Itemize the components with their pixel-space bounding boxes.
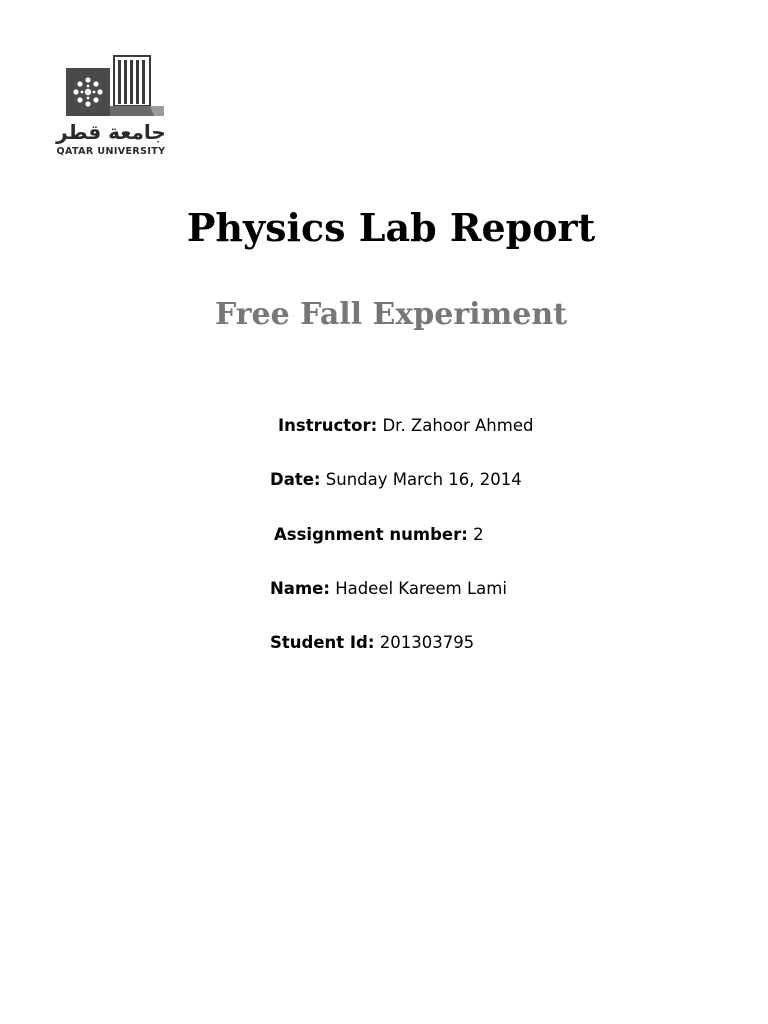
- university-emblem-icon: [52, 54, 170, 120]
- instructor-value: Dr. Zahoor Ahmed: [382, 416, 534, 435]
- assignment-value: 2: [473, 525, 484, 544]
- name-label: Name:: [270, 579, 330, 598]
- date-field: [270, 468, 522, 492]
- instructor-label: Instructor:: [278, 416, 378, 435]
- qatar-university-logo: [52, 54, 170, 162]
- assignment-label: Assignment number:: [274, 525, 468, 544]
- date-value: Sunday March 16, 2014: [325, 470, 522, 489]
- student-id-field: [270, 631, 474, 655]
- assignment-field: [274, 523, 484, 547]
- report-subtitle: Free Fall Experiment: [214, 297, 568, 332]
- name-field: [270, 577, 507, 601]
- logo-english-name: QATAR UNIVERSITY: [56, 146, 166, 157]
- student-id-label: Student Id:: [270, 633, 375, 652]
- report-title: Physics Lab Report: [186, 205, 596, 250]
- logo-arabic-name: جامعة قطر: [56, 120, 166, 144]
- student-id-value: 201303795: [379, 633, 475, 652]
- name-value: Hadeel Kareem Lami: [335, 579, 507, 598]
- date-label: Date:: [270, 470, 321, 489]
- instructor-field: [278, 414, 533, 438]
